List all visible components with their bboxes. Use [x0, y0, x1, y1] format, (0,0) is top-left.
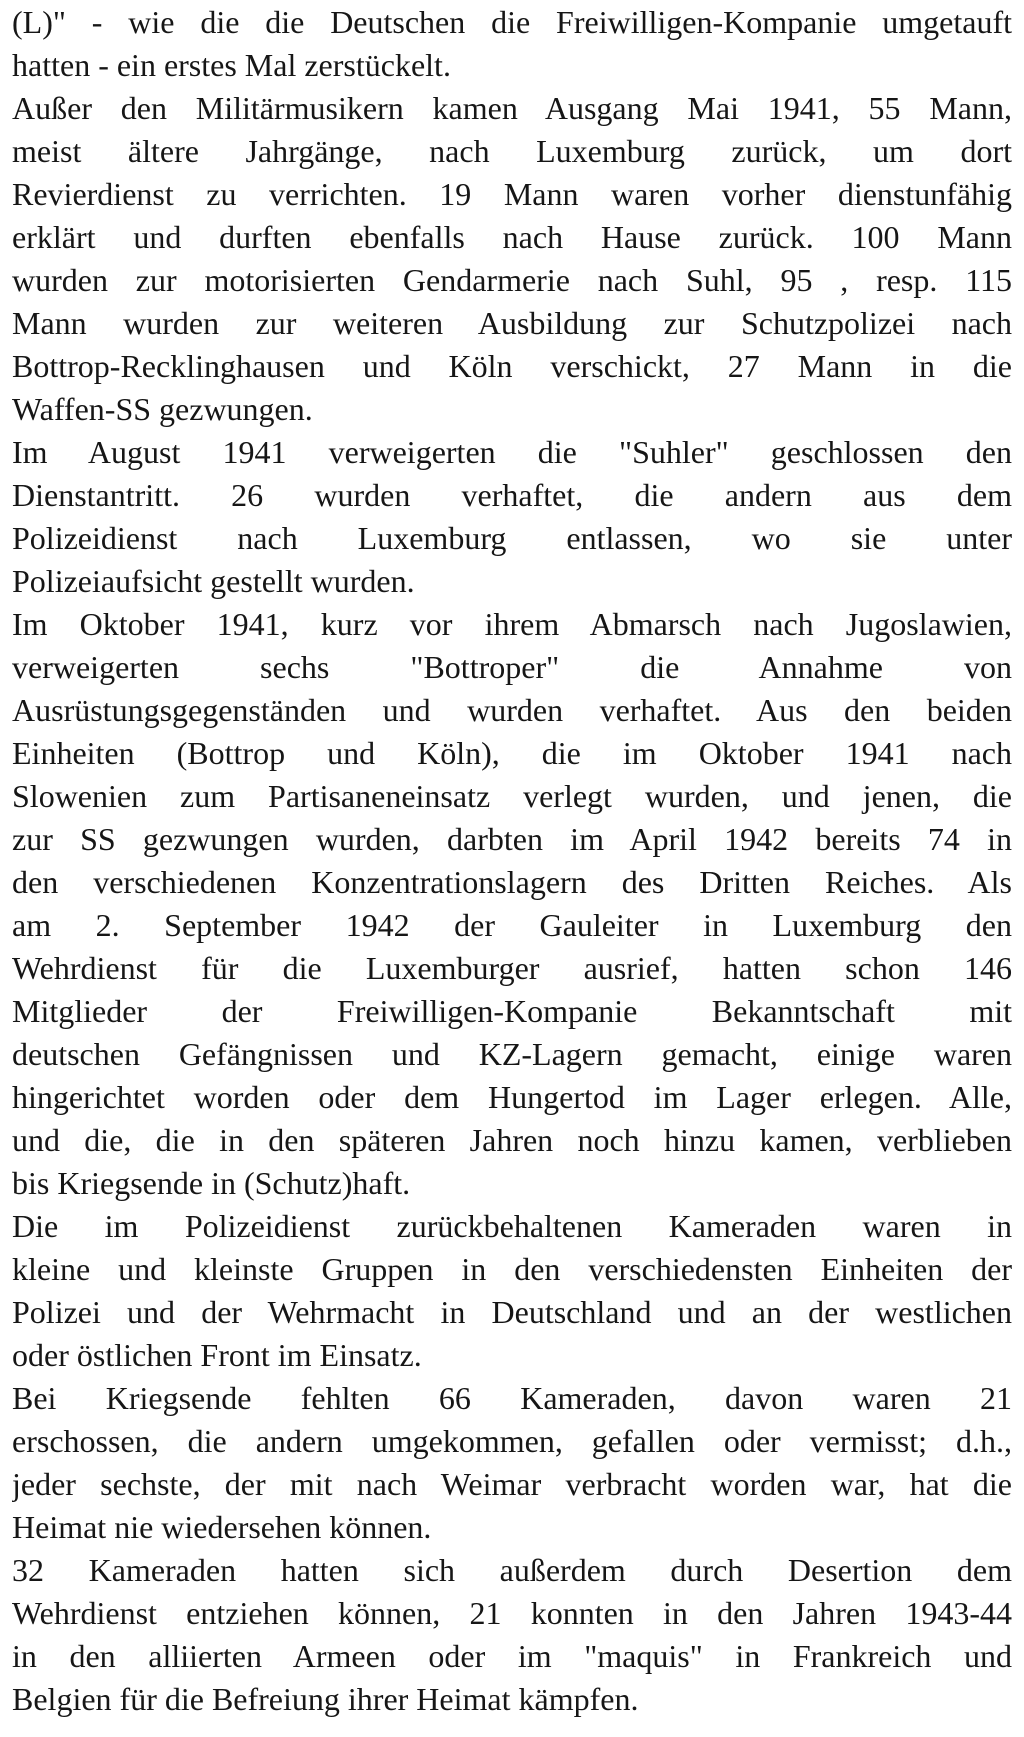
text-line: Außer den Militärmusikern kamen Ausgang Mai 1941, 55 Mann,: [12, 90, 1012, 126]
text-line: meist ältere Jahrgänge, nach Luxemburg zurück, um dort: [12, 133, 1012, 169]
text-line: hatten - ein erstes Mal zerstückelt.: [12, 47, 451, 83]
text-line: in den alliierten Armeen oder im "maquis" in Frankreich und: [12, 1638, 1012, 1674]
text-line: Bottrop-Recklinghausen und Köln verschickt, 27 Mann in die: [12, 348, 1012, 384]
text-line: Mann wurden zur weiteren Ausbildung zur Schutzpolizei nach: [12, 305, 1012, 341]
text-line: Mitglieder der Freiwilligen-Kompanie Bekanntschaft mit: [12, 993, 1012, 1029]
text-line: Heimat nie wiedersehen können.: [12, 1509, 432, 1545]
text-line: Einheiten (Bottrop und Köln), die im Oktober 1941 nach: [12, 735, 1012, 771]
text-line: Ausrüstungsgegenständen und wurden verhaftet. Aus den beiden: [12, 692, 1012, 728]
text-line: oder östlichen Front im Einsatz.: [12, 1337, 422, 1373]
text-line: Slowenien zum Partisaneneinsatz verlegt wurden, und jenen, die: [12, 778, 1012, 814]
text-line: verweigerten sechs "Bottroper" die Annahme von: [12, 649, 1012, 685]
text-line: bis Kriegsende in (Schutz)haft.: [12, 1165, 411, 1201]
text-line: zur SS gezwungen wurden, darbten im April 1942 bereits 74 in: [12, 821, 1012, 857]
text-line: Belgien für die Befreiung ihrer Heimat kämpfen.: [12, 1681, 639, 1717]
text-line: deutschen Gefängnissen und KZ-Lagern gemacht, einige waren: [12, 1036, 1012, 1072]
text-line: Waffen-SS gezwungen.: [12, 391, 313, 427]
text-line: wurden zur motorisierten Gendarmerie nach Suhl, 95 , resp. 115: [12, 262, 1012, 298]
text-line: den verschiedenen Konzentrationslagern des Dritten Reiches. Als: [12, 864, 1012, 900]
text-line: hingerichtet worden oder dem Hungertod im Lager erlegen. Alle,: [12, 1079, 1012, 1115]
text-line: Im August 1941 verweigerten die "Suhler" geschlossen den: [12, 434, 1012, 470]
text-line: Polizei und der Wehrmacht in Deutschland und an der westlichen: [12, 1294, 1012, 1330]
text-line: Wehrdienst entziehen können, 21 konnten in den Jahren 1943-44: [12, 1595, 1012, 1631]
text-line: 32 Kameraden hatten sich außerdem durch Desertion dem: [12, 1552, 1012, 1588]
text-line: Im Oktober 1941, kurz vor ihrem Abmarsch nach Jugoslawien,: [12, 606, 1012, 642]
text-line: Revierdienst zu verrichten. 19 Mann waren vorher dienstunfähig: [12, 176, 1012, 212]
text-line: Bei Kriegsende fehlten 66 Kameraden, davon waren 21: [12, 1380, 1012, 1416]
text-line: Wehrdienst für die Luxemburger ausrief, hatten schon 146: [12, 950, 1012, 986]
text-line: Dienstantritt. 26 wurden verhaftet, die andern aus dem: [12, 477, 1012, 513]
text-line: erschossen, die andern umgekommen, gefallen oder vermisst; d.h.,: [12, 1423, 1012, 1459]
text-line: (L)" - wie die die Deutschen die Freiwilligen-Kompanie umgetauft: [12, 4, 1012, 40]
text-line: kleine und kleinste Gruppen in den verschiedensten Einheiten der: [12, 1251, 1012, 1287]
text-line: Die im Polizeidienst zurückbehaltenen Kameraden waren in: [12, 1208, 1012, 1244]
text-line: und die, die in den späteren Jahren noch hinzu kamen, verblieben: [12, 1122, 1012, 1158]
text-line: erklärt und durften ebenfalls nach Hause zurück. 100 Mann: [12, 219, 1012, 255]
text-line: am 2. September 1942 der Gauleiter in Luxemburg den: [12, 907, 1012, 943]
document-page: [12, 2, 1012, 1732]
text-line: jeder sechste, der mit nach Weimar verbracht worden war, hat die: [12, 1466, 1012, 1502]
text-line: Polizeidienst nach Luxemburg entlassen, wo sie unter: [12, 520, 1012, 556]
text-line: Polizeiaufsicht gestellt wurden.: [12, 563, 415, 599]
